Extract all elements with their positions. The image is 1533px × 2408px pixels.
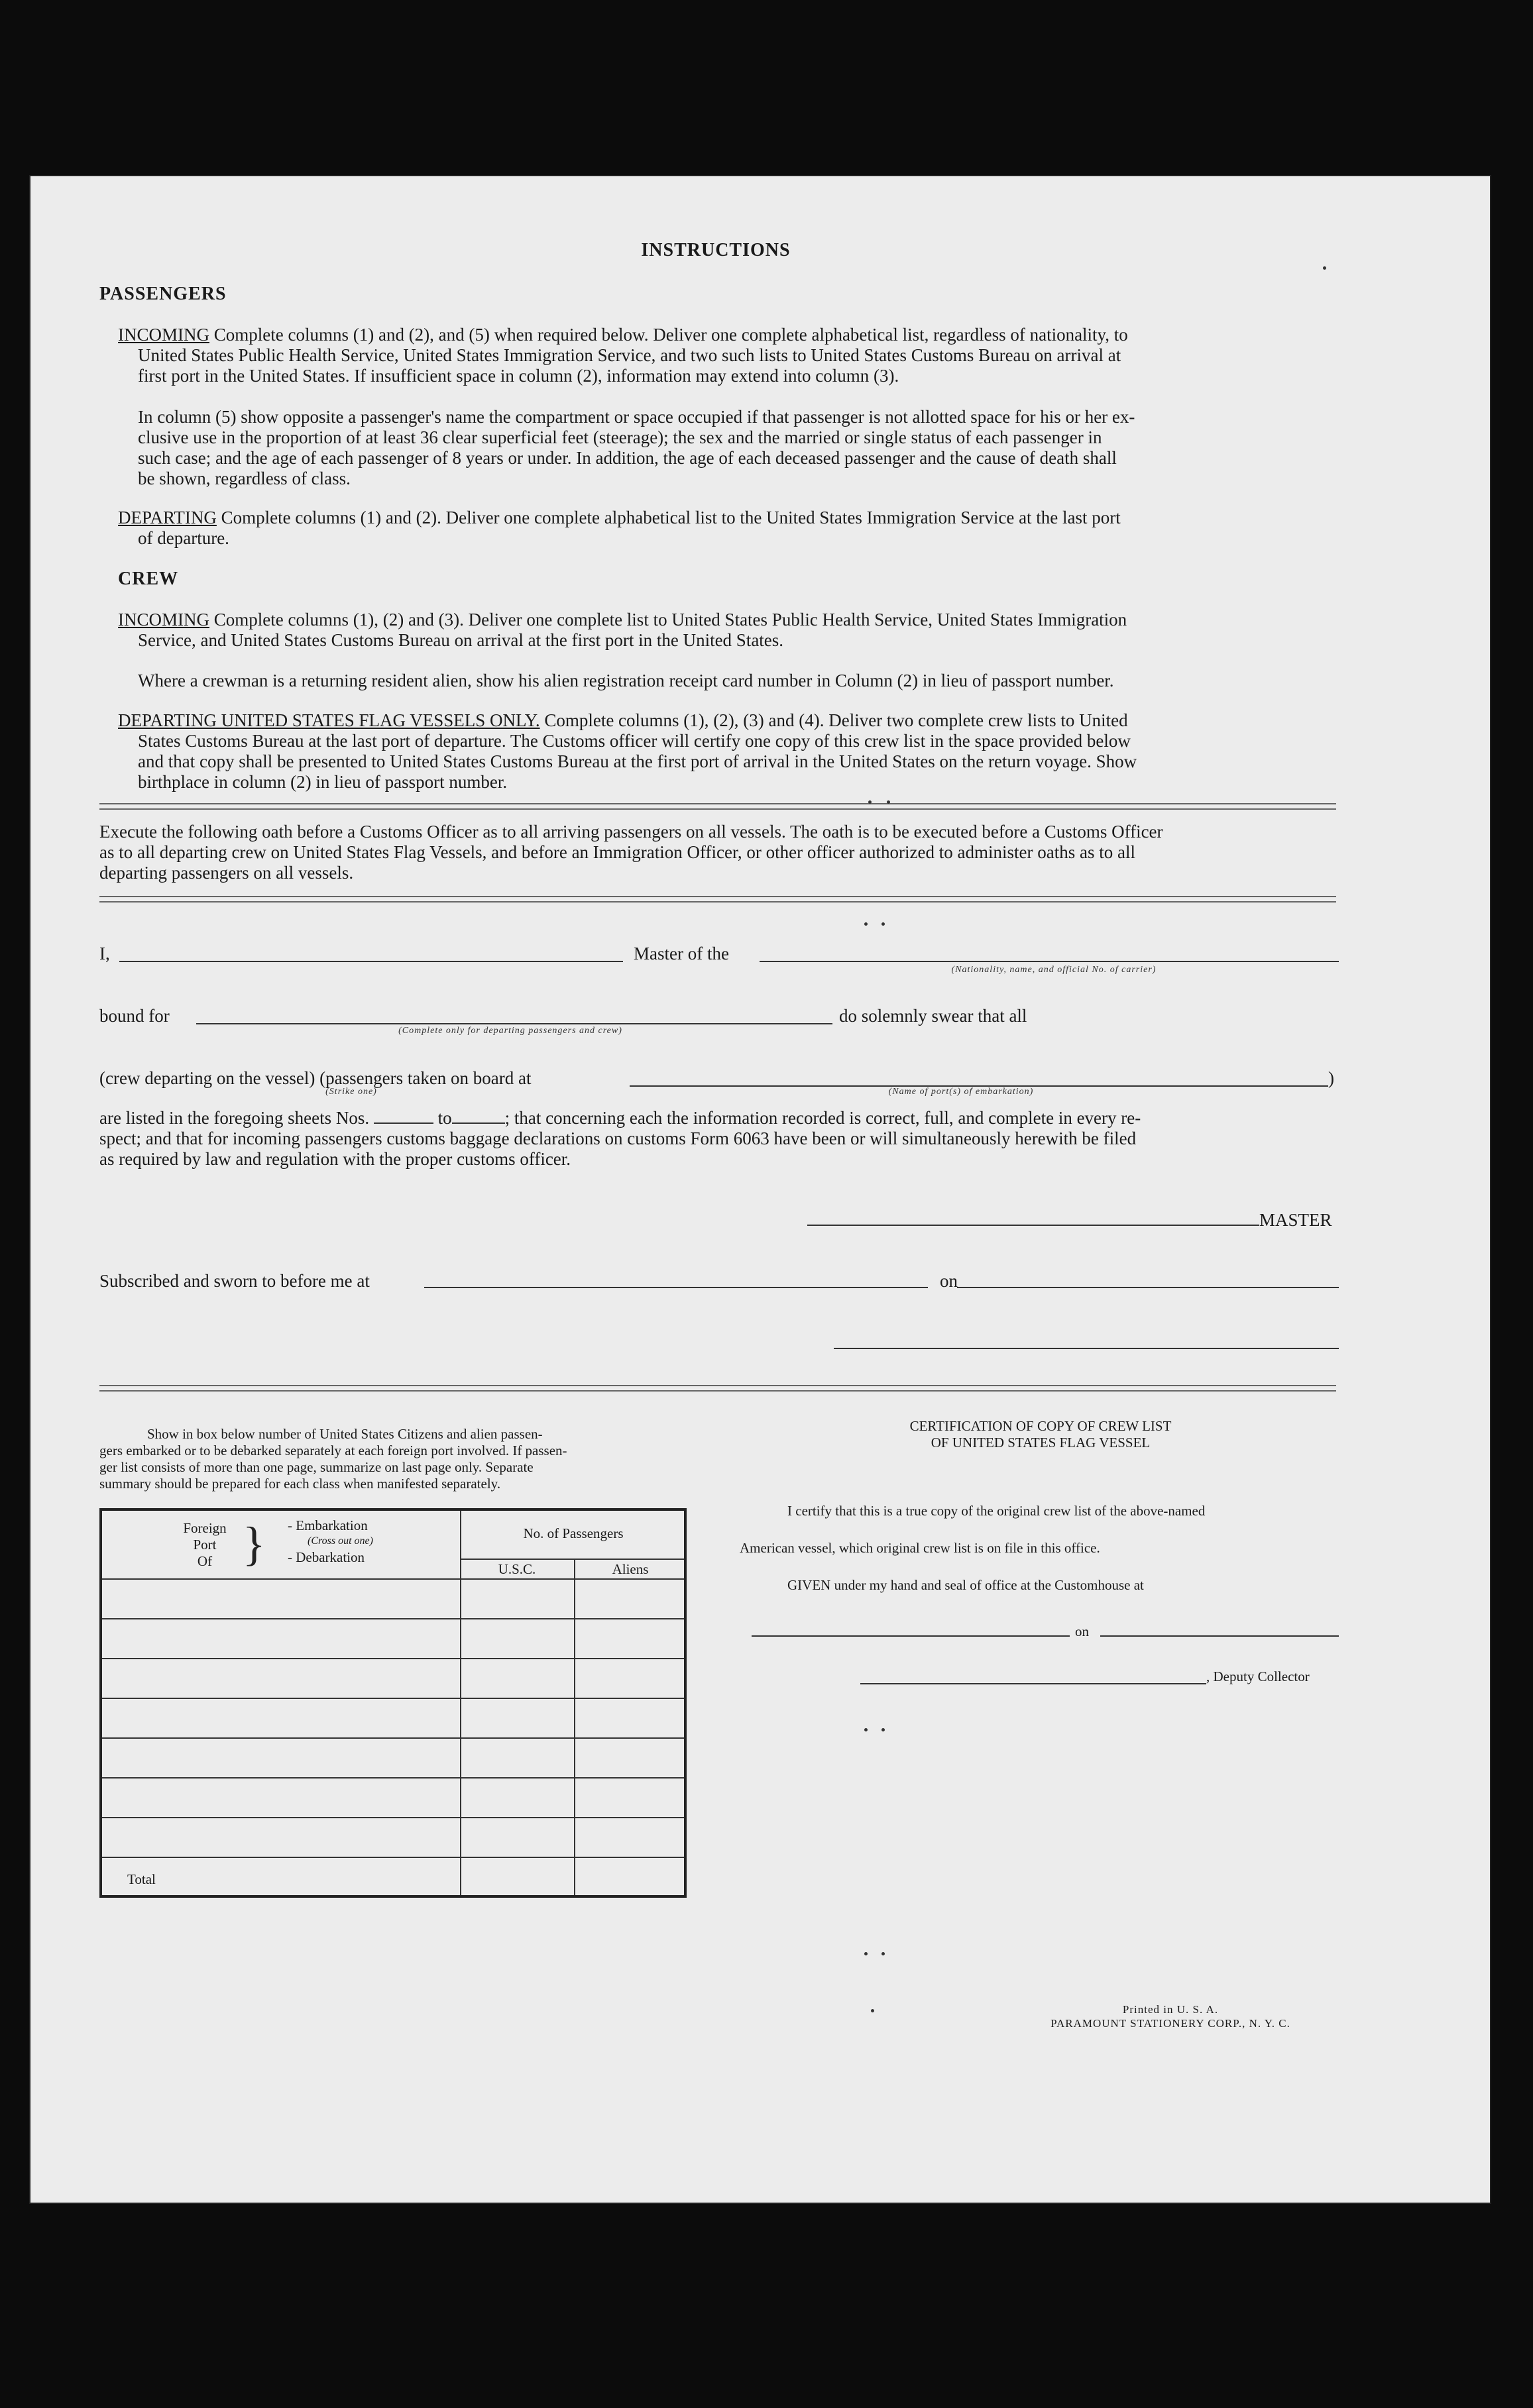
passengers-departing-paragraph (118, 508, 1344, 549)
on-label: on (940, 1271, 958, 1291)
text-line: Execute the following oath before a Customs Officer as to all arriving passengers on all vessels. The oath is to be executed before a Customs Officer (99, 822, 1163, 842)
no-passengers-header: No. of Passengers (523, 1525, 624, 1541)
text-line: Of (197, 1553, 213, 1569)
text-line: to (437, 1108, 452, 1128)
text-line: departing passengers on all vessels. (99, 863, 354, 883)
officer-signature-line[interactable] (834, 1348, 1339, 1349)
debarkation-option[interactable]: - Debarkation (288, 1549, 365, 1565)
text-line: Foreign (183, 1520, 227, 1536)
crew-returning-text: Where a crewman is a returning resident alien, show his alien registration receipt card number in Column (2) in lieu of passport number. (138, 671, 1114, 690)
text-line: be shown, regardless of class. (138, 468, 351, 488)
ink-speck (1323, 266, 1326, 270)
given-line: GIVEN under my hand and seal of office at the Customhouse at (787, 1577, 1144, 1593)
ink-speck (881, 1728, 885, 1731)
passengers-incoming-paragraph (118, 325, 1344, 386)
ink-speck (868, 800, 872, 804)
text-line: and that copy shall be presented to United States Customs Bureau at the first port of arrival in the United States on the return voyage. Show (138, 751, 1137, 771)
text-line: In column (5) show opposite a passenger's name the compartment or space occupied if that passenger is not allotted space for his or her ex- (138, 407, 1135, 427)
subscribed-label: Subscribed and sworn to before me at (99, 1271, 370, 1291)
master-signature-line[interactable] (807, 1225, 1259, 1226)
text-line: Printed in U. S. A. (1122, 2003, 1219, 2016)
text-line: Complete columns (1) and (2), and (5) when required below. Deliver one complete alphabetical list, regardless of nationality, to (213, 325, 1128, 345)
text-line: first port in the United States. If insufficient space in column (2), information may extend into column (3). (138, 366, 899, 386)
text-line: ; that concerning each the information recorded is correct, full, and complete in every re- (504, 1108, 1141, 1128)
master-name-line[interactable] (119, 961, 623, 962)
cert-on-label: on (1075, 1623, 1089, 1639)
brace-glyph: } (243, 1517, 266, 1570)
passengers-taken-option[interactable]: (passengers taken on board at (319, 1068, 532, 1088)
deputy-collector-label: , Deputy Collector (1206, 1669, 1310, 1684)
ports-hint: (Name of port(s) of embarkation) (888, 1087, 1034, 1097)
passengers-heading: PASSENGERS (99, 284, 227, 304)
embarkation-option[interactable]: - Embarkation (288, 1517, 368, 1533)
text-line: OF UNITED STATES FLAG VESSEL (931, 1435, 1151, 1450)
text-line: gers embarked or to be debarked separately at each foreign port involved. If passen- (99, 1443, 567, 1458)
text-line: summary should be prepared for each class when manifested separately. (99, 1476, 501, 1492)
departing-flag-label: DEPARTING UNITED STATES FLAG VESSELS ONLY. (118, 710, 540, 730)
ink-speck (871, 2009, 874, 2012)
cross-out-hint: (Cross out one) (308, 1535, 373, 1547)
text-line: as to all departing crew on United States Flag Vessels, and before an Immigration Officer, or other officer authorized to administer oaths as to all (99, 842, 1135, 862)
text-line: CERTIFICATION OF COPY OF CREW LIST (909, 1418, 1172, 1434)
section-divider (99, 896, 1336, 903)
sworn-place-line[interactable] (424, 1287, 928, 1288)
summary-note (99, 1426, 700, 1492)
ink-speck (864, 1952, 868, 1955)
text-line: Port (193, 1537, 217, 1553)
text-line: States Customs Bureau at the last port of departure. The Customs officer will certify one copy of this crew list in the space provided below (138, 731, 1131, 751)
crew-passengers-line (99, 1068, 532, 1089)
ink-speck (864, 1728, 868, 1731)
ink-speck (864, 922, 868, 926)
text-line: ger list consists of more than one page, summarize on last page only. Separate (99, 1459, 534, 1475)
text-line: Complete columns (1) and (2). Deliver one complete alphabetical list to the United States Immigration Service at the last port (221, 508, 1121, 527)
certification-title (795, 1418, 1286, 1451)
swear-text: do solemnly swear that all (839, 1006, 1027, 1026)
total-label: Total (127, 1871, 156, 1887)
text-line: clusive use in the proportion of at least 36 clear superficial feet (steerage); the sex and the married or single status of each passenger in (138, 427, 1102, 447)
master-label: MASTER (1259, 1210, 1332, 1230)
oath-intro (99, 822, 1345, 883)
strike-one-hint: (Strike one) (325, 1087, 377, 1097)
column5-paragraph (138, 407, 1331, 489)
departing-label: DEPARTING (118, 508, 217, 527)
certify-line-1: I certify that this is a true copy of the original crew list of the above-named (787, 1503, 1206, 1519)
text-line: Show in box below number of United States Citizens and alien passen- (147, 1426, 543, 1442)
customhouse-place-line[interactable] (752, 1635, 1070, 1637)
text-line: birthplace in column (2) in lieu of passport number. (138, 772, 508, 792)
section-divider (99, 1385, 1336, 1392)
text-line: Service, and United States Customs Bureau on arrival at the first port in the United States. (138, 630, 784, 650)
printer-imprint (1031, 2002, 1310, 2030)
sheet-to-line[interactable] (452, 1122, 505, 1124)
text-line: are listed in the foregoing sheets Nos. (99, 1108, 370, 1128)
carrier-hint: (Nationality, name, and official No. of carrier) (951, 965, 1157, 975)
certify-line-2: American vessel, which original crew list is on file in this office. (740, 1540, 1100, 1556)
incoming-label: INCOMING (118, 610, 209, 629)
text-line: of departure. (138, 528, 229, 548)
crew-incoming-paragraph (118, 610, 1344, 651)
text-line: United States Public Health Service, United States Immigration Service, and two such lists to United States Customs Bureau on arrival at (138, 345, 1121, 365)
ink-speck (881, 922, 885, 926)
deputy-signature-line[interactable] (860, 1683, 1206, 1684)
carrier-line[interactable] (760, 961, 1339, 962)
ink-speck (881, 1952, 885, 1955)
text-line: Complete columns (1), (2) and (3). Deliver one complete list to United States Public Health Service, United States Immigration (213, 610, 1127, 629)
bound-hint: (Complete only for departing passengers and crew) (398, 1026, 622, 1036)
crew-heading: CREW (118, 569, 179, 589)
text-line: spect; and that for incoming passengers customs baggage declarations on customs Form 6063 have been or will simultaneously herewith be filed (99, 1128, 1137, 1148)
crew-departing-paragraph (118, 710, 1344, 793)
master-of-the-label: Master of the (634, 944, 729, 963)
section-divider (99, 803, 1336, 810)
instructions-title: INSTRUCTIONS (641, 240, 791, 260)
usc-header: U.S.C. (498, 1561, 536, 1577)
bound-for-label: bound for (99, 1006, 170, 1026)
sheets-paragraph (99, 1108, 1339, 1170)
text-line: such case; and the age of each passenger of 8 years or under. In addition, the age of each deceased passenger and the cause of death shall (138, 448, 1117, 468)
bound-for-line[interactable] (196, 1023, 832, 1024)
text-line: Complete columns (1), (2), (3) and (4). Deliver two complete crew lists to United (544, 710, 1128, 730)
crew-departing-option[interactable]: (crew departing on the vessel) (99, 1068, 315, 1088)
text-line: PARAMOUNT STATIONERY CORP., N. Y. C. (1050, 2017, 1290, 2030)
i-label: I, (99, 944, 110, 963)
aliens-header: Aliens (612, 1561, 649, 1577)
text-line: as required by law and regulation with the proper customs officer. (99, 1149, 571, 1169)
ink-speck (887, 800, 890, 804)
embark-debark-header (288, 1517, 373, 1565)
close-paren: ) (1328, 1068, 1334, 1088)
incoming-label: INCOMING (118, 325, 209, 345)
sworn-date-line[interactable] (957, 1287, 1339, 1288)
cert-date-line[interactable] (1100, 1635, 1339, 1637)
passenger-summary-table (99, 1508, 687, 1898)
sheet-from-line[interactable] (374, 1122, 433, 1124)
foreign-port-header (168, 1520, 241, 1570)
